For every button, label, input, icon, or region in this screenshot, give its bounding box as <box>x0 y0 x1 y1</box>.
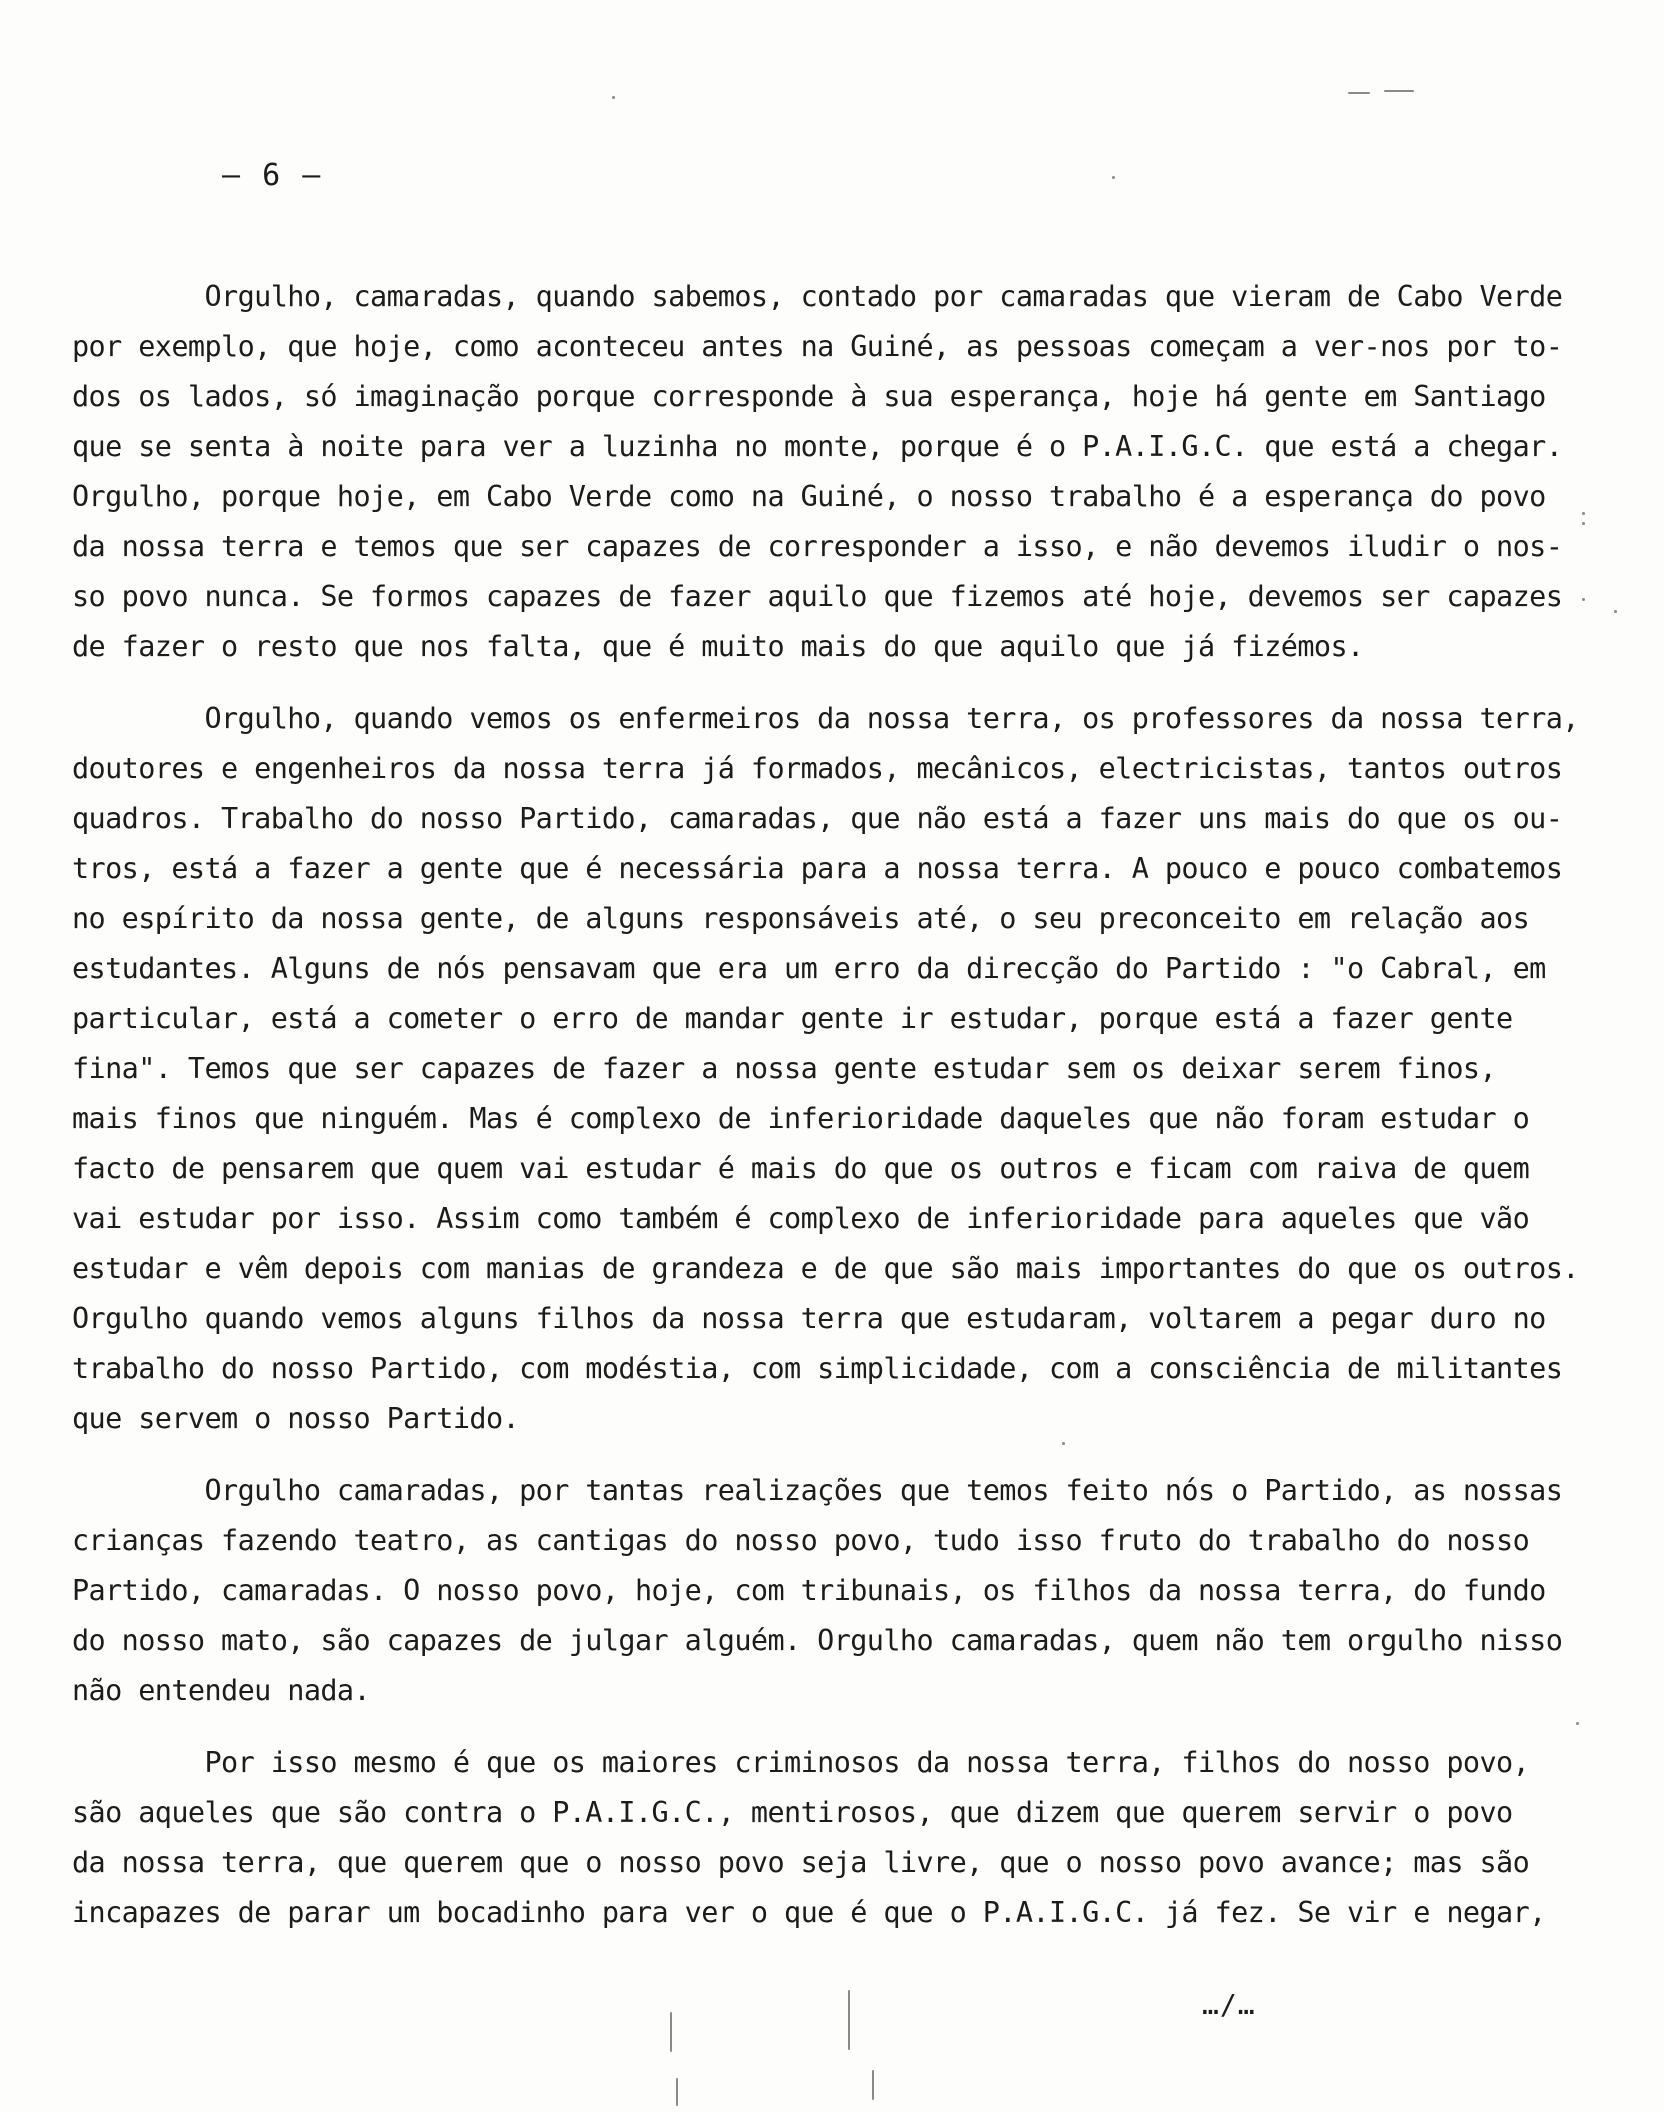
paragraph <box>72 694 1579 1444</box>
text-line: Orgulho, porque hoje, em Cabo Verde como na Guiné, o nosso trabalho é a esperança do povo <box>72 480 1546 513</box>
text-line: dos os lados, só imaginação porque corresponde à sua esperança, hoje há gente em Santiago <box>72 380 1546 413</box>
text-line: Orgulho, camaradas, quando sabemos, contado por camaradas que vieram de Cabo Verde <box>72 280 1563 313</box>
scan-speck <box>612 96 615 99</box>
scan-speck <box>1614 610 1617 613</box>
scan-speck <box>1112 176 1115 179</box>
body-text <box>72 272 1579 1960</box>
text-line: Orgulho quando vemos alguns filhos da nossa terra que estudaram, voltarem a pegar duro no <box>72 1302 1546 1335</box>
scan-speck <box>1582 598 1585 601</box>
text-line: Orgulho, quando vemos os enfermeiros da nossa terra, os professores da nossa terra, <box>72 702 1579 735</box>
text-line: tros, está a fazer a gente que é necessária para a nossa terra. A pouco e pouco combatemos <box>72 852 1563 885</box>
text-line: quadros. Trabalho do nosso Partido, camaradas, que não está a fazer uns mais do que os ou- <box>72 802 1563 835</box>
scan-speck <box>676 2078 678 2106</box>
text-line: Orgulho camaradas, por tantas realizações que temos feito nós o Partido, as nossas <box>72 1474 1563 1507</box>
text-line: incapazes de parar um bocadinho para ver o que é que o P.A.I.G.C. já fez. Se vir e negar, <box>72 1896 1546 1929</box>
text-line: fina". Temos que ser capazes de fazer a nossa gente estudar sem os deixar serem finos, <box>72 1052 1497 1085</box>
text-line: doutores e engenheiros da nossa terra já formados, mecânicos, electricistas, tantos outros <box>72 752 1563 785</box>
text-line: de fazer o resto que nos falta, que é muito mais do que aquilo que já fizémos. <box>72 630 1364 663</box>
scan-speck <box>1582 512 1585 515</box>
paragraph <box>72 1466 1563 1716</box>
scan-speck <box>872 2070 874 2100</box>
scan-speck <box>1062 1442 1065 1445</box>
text-line: são aqueles que são contra o P.A.I.G.C., mentirosos, que dizem que querem servir o povo <box>72 1796 1513 1829</box>
scan-speck <box>670 2012 672 2052</box>
text-line: crianças fazendo teatro, as cantigas do nosso povo, tudo isso fruto do trabalho do nosso <box>72 1524 1530 1557</box>
text-line: não entendeu nada. <box>72 1674 371 1707</box>
text-line: estudar e vêm depois com manias de grandeza e de que são mais importantes do que os outros. <box>72 1252 1579 1285</box>
text-line: Por isso mesmo é que os maiores criminosos da nossa terra, filhos do nosso povo, <box>72 1746 1530 1779</box>
text-line: facto de pensarem que quem vai estudar é mais do que os outros e ficam com raiva de quem <box>72 1152 1530 1185</box>
text-line: Partido, camaradas. O nosso povo, hoje, com tribunais, os filhos da nossa terra, do fundo <box>72 1574 1546 1607</box>
text-line: que servem o nosso Partido. <box>72 1402 520 1435</box>
paragraph <box>72 272 1563 672</box>
text-line: particular, está a cometer o erro de mandar gente ir estudar, porque está a fazer gente <box>72 1002 1513 1035</box>
scan-speck <box>848 1990 850 2050</box>
text-line: estudantes. Alguns de nós pensavam que era um erro da direcção do Partido : "o Cabral, em <box>72 952 1546 985</box>
page-number: – 6 – <box>222 158 323 193</box>
text-line: por exemplo, que hoje, como aconteceu antes na Guiné, as pessoas começam a ver-nos por to- <box>72 330 1563 363</box>
paragraph <box>72 1738 1546 1938</box>
scan-speck <box>1576 1722 1579 1725</box>
text-line: no espírito da nossa gente, de alguns responsáveis até, o seu preconceito em relação aos <box>72 902 1530 935</box>
continuation-mark: …/… <box>1202 1988 1256 2021</box>
scan-speck <box>1348 92 1370 94</box>
scan-speck <box>1582 522 1585 525</box>
text-line: vai estudar por isso. Assim como também é complexo de inferioridade para aqueles que vão <box>72 1202 1530 1235</box>
scan-speck <box>1384 90 1414 92</box>
text-line: trabalho do nosso Partido, com modéstia, com simplicidade, com a consciência de militantes <box>72 1352 1563 1385</box>
text-line: so povo nunca. Se formos capazes de fazer aquilo que fizemos até hoje, devemos ser capazes <box>72 580 1563 613</box>
text-line: da nossa terra e temos que ser capazes de corresponder a isso, e não devemos iludir o nos- <box>72 530 1563 563</box>
text-line: do nosso mato, são capazes de julgar alguém. Orgulho camaradas, quem não tem orgulho nisso <box>72 1624 1563 1657</box>
text-line: da nossa terra, que querem que o nosso povo seja livre, que o nosso povo avance; mas são <box>72 1846 1530 1879</box>
text-line: que se senta à noite para ver a luzinha no monte, porque é o P.A.I.G.C. que está a chegar. <box>72 430 1563 463</box>
text-line: mais finos que ninguém. Mas é complexo de inferioridade daqueles que não foram estudar o <box>72 1102 1530 1135</box>
